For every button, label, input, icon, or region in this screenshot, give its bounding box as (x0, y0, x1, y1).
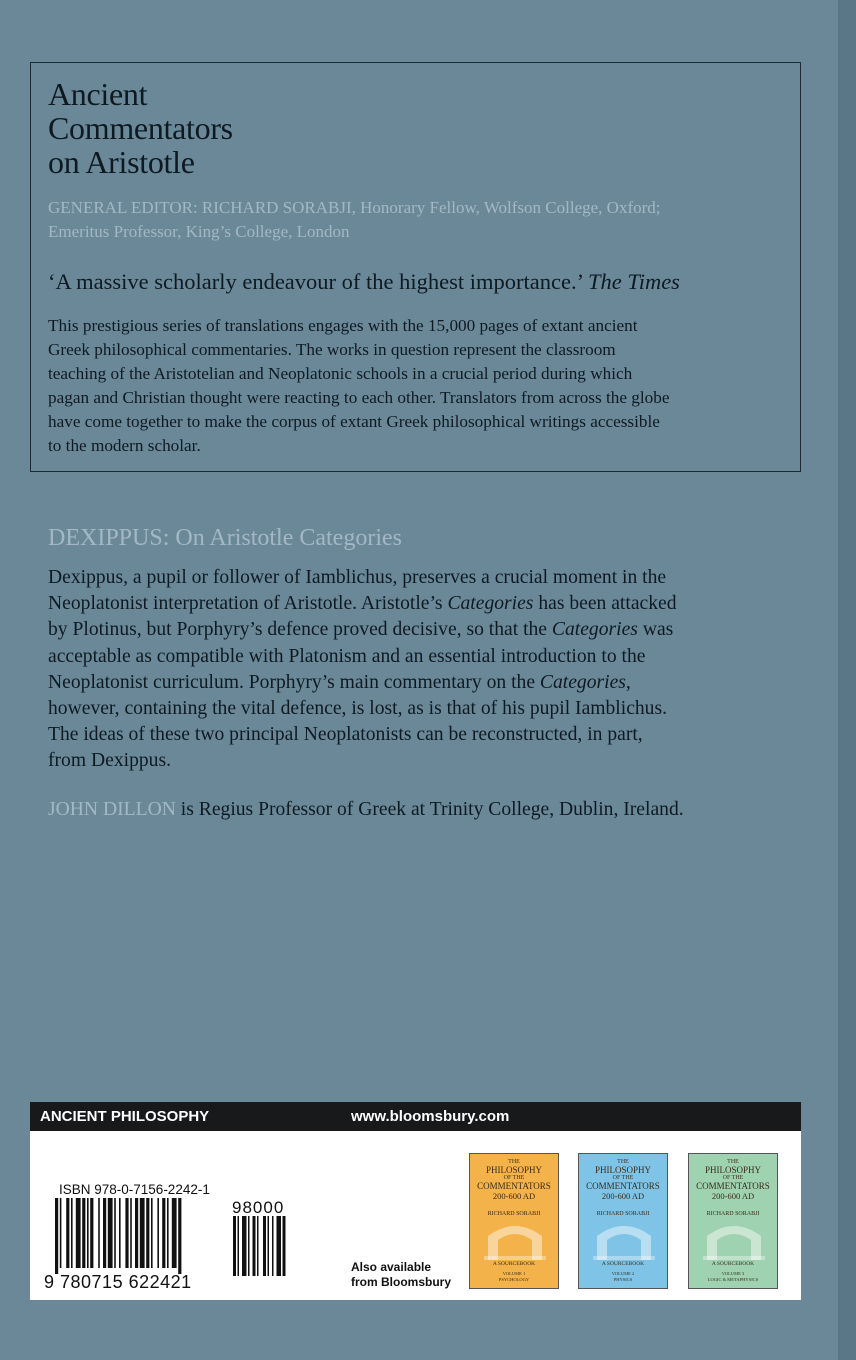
barcode-addon-bar (283, 1216, 286, 1276)
book-desc-line: Dexippus, a pupil or follower of Iamblichus, preserves a crucial moment in the (48, 567, 667, 588)
book-cover-of: OF THE (722, 1175, 744, 1181)
barcode-bar (162, 1198, 165, 1268)
barcode-addon-bar (272, 1216, 274, 1276)
barcode-bar (76, 1198, 81, 1268)
book-cover-of: OF THE (503, 1175, 525, 1181)
barcode-bar (140, 1198, 145, 1268)
series-box (30, 62, 801, 472)
book-cover-of: OF THE (612, 1175, 634, 1181)
book-desc-text: was (637, 619, 674, 641)
category-bar (30, 1102, 801, 1131)
book-cover-years: 200-600 AD (492, 1191, 536, 1201)
book-cover-subject: LOGIC & METAPHYSICS (707, 1277, 759, 1282)
book-desc-italic: Categories (447, 593, 534, 615)
barcode-bar (90, 1198, 93, 1268)
book-cover-years: 200-600 AD (711, 1191, 755, 1201)
series-title-line: on Aristotle (48, 144, 195, 180)
book-desc-line (48, 617, 790, 643)
barcode-addon-bar (242, 1216, 247, 1276)
barcode-addon-bar (248, 1216, 250, 1276)
barcode-bar (82, 1198, 85, 1268)
book-cover-title: COMMENTATORS (696, 1181, 770, 1191)
book-cover-the: THE (617, 1159, 629, 1165)
website-link[interactable]: www.bloomsbury.com (351, 1108, 510, 1125)
arch-illustration (482, 1220, 548, 1260)
book-desc-text: , (625, 671, 631, 693)
barcode-bar (55, 1198, 58, 1274)
series-desc-line: Greek philosophical commentaries. The works in question represent the classroom (48, 340, 616, 359)
book-cover-volume (689, 1271, 777, 1283)
book-desc-line: however, containing the vital defence, is lost, as is that of his pupil Iamblichus. (48, 698, 668, 720)
book-desc-line (48, 591, 790, 617)
barcode-bar (60, 1198, 62, 1268)
book-cover-title: PHILOSOPHY (485, 1165, 542, 1175)
series-description (48, 314, 782, 458)
barcode-bar (157, 1198, 159, 1268)
book-desc-italic: Categories (551, 619, 638, 641)
barcode-bar (135, 1198, 138, 1268)
arch-illustration (591, 1220, 657, 1260)
barcode-bar (125, 1198, 128, 1268)
barcode-bar (178, 1198, 181, 1274)
book-cover-sourcebook: A SOURCEBOOK (601, 1261, 645, 1267)
isbn-label: ISBN 978-0-7156-2242-1 (59, 1182, 210, 1197)
book-desc-text: Neoplatonist curriculum. Porphyry’s main commentary on the (48, 671, 540, 693)
general-editor (48, 196, 782, 244)
series-desc-line: to the modern scholar. (48, 436, 201, 455)
series-desc-line: teaching of the Aristotelian and Neoplatonic schools in a crucial period during which (48, 364, 633, 383)
barcode-bar (87, 1198, 89, 1268)
editor-line: Emeritus Professor, King’s College, London (48, 222, 350, 241)
book-cover-volume-number: VOLUME 2 (611, 1271, 635, 1276)
barcode-bar (108, 1198, 113, 1268)
book-cover-volume-number: VOLUME 1 (502, 1271, 526, 1276)
book-cover-author: RICHARD SORABJI (706, 1211, 760, 1217)
quote-source: The Times (588, 269, 680, 294)
book-cover-volume-number: VOLUME 3 (721, 1271, 745, 1276)
quote-text: ‘A massive scholarly endeavour of the highest importance.’ (48, 269, 589, 294)
barcode-bar (98, 1198, 100, 1268)
author-bio-text: is Regius Professor of Greek at Trinity College, Dublin, Ireland. (175, 798, 684, 820)
series-desc-line: This prestigious series of translations engages with the 15,000 pages of extant ancient (48, 316, 638, 335)
related-book-cover[interactable] (469, 1153, 559, 1289)
book-cover-volume (470, 1271, 558, 1283)
series-desc-line: have come together to make the corpus of extant Greek philosophical writings accessible (48, 412, 660, 431)
book-desc-text: by Plotinus, but Porphyry’s defence proved decisive, so that the (48, 619, 552, 641)
bottom-panel (30, 1102, 801, 1300)
barcode-bar (146, 1198, 149, 1268)
series-title-line: Commentators (48, 110, 233, 146)
also-available-line: Also available (351, 1260, 432, 1274)
book-cover-volume (579, 1271, 667, 1283)
barcode-bar (119, 1198, 121, 1268)
barcode-bar (114, 1198, 116, 1268)
author-bio (48, 797, 790, 823)
author-name: JOHN DILLON (48, 798, 176, 820)
book-desc-line (48, 670, 790, 696)
book-section (48, 522, 790, 823)
book-cover-the: THE (727, 1159, 739, 1165)
book-desc-text: Neoplatonist interpretation of Aristotle. Aristotle’s (48, 593, 448, 615)
book-cover-title: PHILOSOPHY (704, 1165, 761, 1175)
book-description (48, 565, 790, 775)
category-label: ANCIENT PHILOSOPHY (40, 1108, 210, 1125)
book-cover-sourcebook: A SOURCEBOOK (492, 1261, 536, 1267)
barcode-bar (167, 1198, 169, 1268)
book-cover-title: PHILOSOPHY (594, 1165, 651, 1175)
editor-line: GENERAL EDITOR: RICHARD SORABJI, Honorary Fellow, Wolfson College, Oxford; (48, 198, 661, 217)
related-book-cover[interactable] (688, 1153, 778, 1289)
book-cover-subject: PHYSICS (613, 1277, 633, 1282)
book-cover-years: 200-600 AD (601, 1191, 645, 1201)
spine-edge (838, 0, 856, 1360)
barcode-addon-bar (257, 1216, 259, 1276)
also-available-line: from Bloomsbury (351, 1275, 452, 1289)
barcode-addon-bar (277, 1216, 282, 1276)
book-cover-the: THE (508, 1159, 520, 1165)
book-cover-author: RICHARD SORABJI (487, 1211, 541, 1217)
barcode-addon-bar (233, 1216, 236, 1276)
book-desc-text: has been attacked (533, 593, 677, 615)
barcode-addon-bar (268, 1216, 270, 1276)
book-desc-line: acceptable as compatible with Platonism and an essential introduction to the (48, 645, 646, 667)
related-book-cover[interactable] (578, 1153, 668, 1289)
book-cover-subject: PSYCHOLOGY (498, 1277, 530, 1282)
book-desc-line: from Dexippus. (48, 750, 171, 772)
barcode-bar (66, 1198, 69, 1268)
series-title-line: Ancient (48, 76, 148, 112)
review-quote (48, 268, 782, 296)
series-desc-line: pagan and Christian thought were reacting to each other. Translators from across the globe (48, 388, 670, 407)
book-cover-sourcebook: A SOURCEBOOK (711, 1261, 755, 1267)
book-cover-title: COMMENTATORS (586, 1181, 660, 1191)
barcode-bar (103, 1198, 106, 1268)
barcode-addon-bar (253, 1216, 256, 1276)
barcode-bar (130, 1198, 132, 1268)
book-cover-title: COMMENTATORS (477, 1181, 551, 1191)
barcode-digits: 9 780715 622421 (44, 1272, 192, 1292)
barcode-addon-bar (238, 1216, 240, 1276)
addon-code: 98000 (232, 1198, 285, 1217)
barcode-bar (151, 1198, 153, 1268)
barcode-bar (71, 1198, 73, 1268)
series-title (48, 77, 782, 179)
book-cover-author: RICHARD SORABJI (596, 1211, 650, 1217)
arch-illustration (701, 1220, 767, 1260)
book-title: DEXIPPUS: On Aristotle Categories (48, 525, 402, 551)
also-available (351, 1260, 451, 1290)
barcode-addon-bar (263, 1216, 266, 1276)
barcode-bar (172, 1198, 177, 1268)
book-desc-line: The ideas of these two principal Neoplatonists can be reconstructed, in part, (48, 724, 643, 746)
book-desc-italic: Categories (539, 671, 626, 693)
